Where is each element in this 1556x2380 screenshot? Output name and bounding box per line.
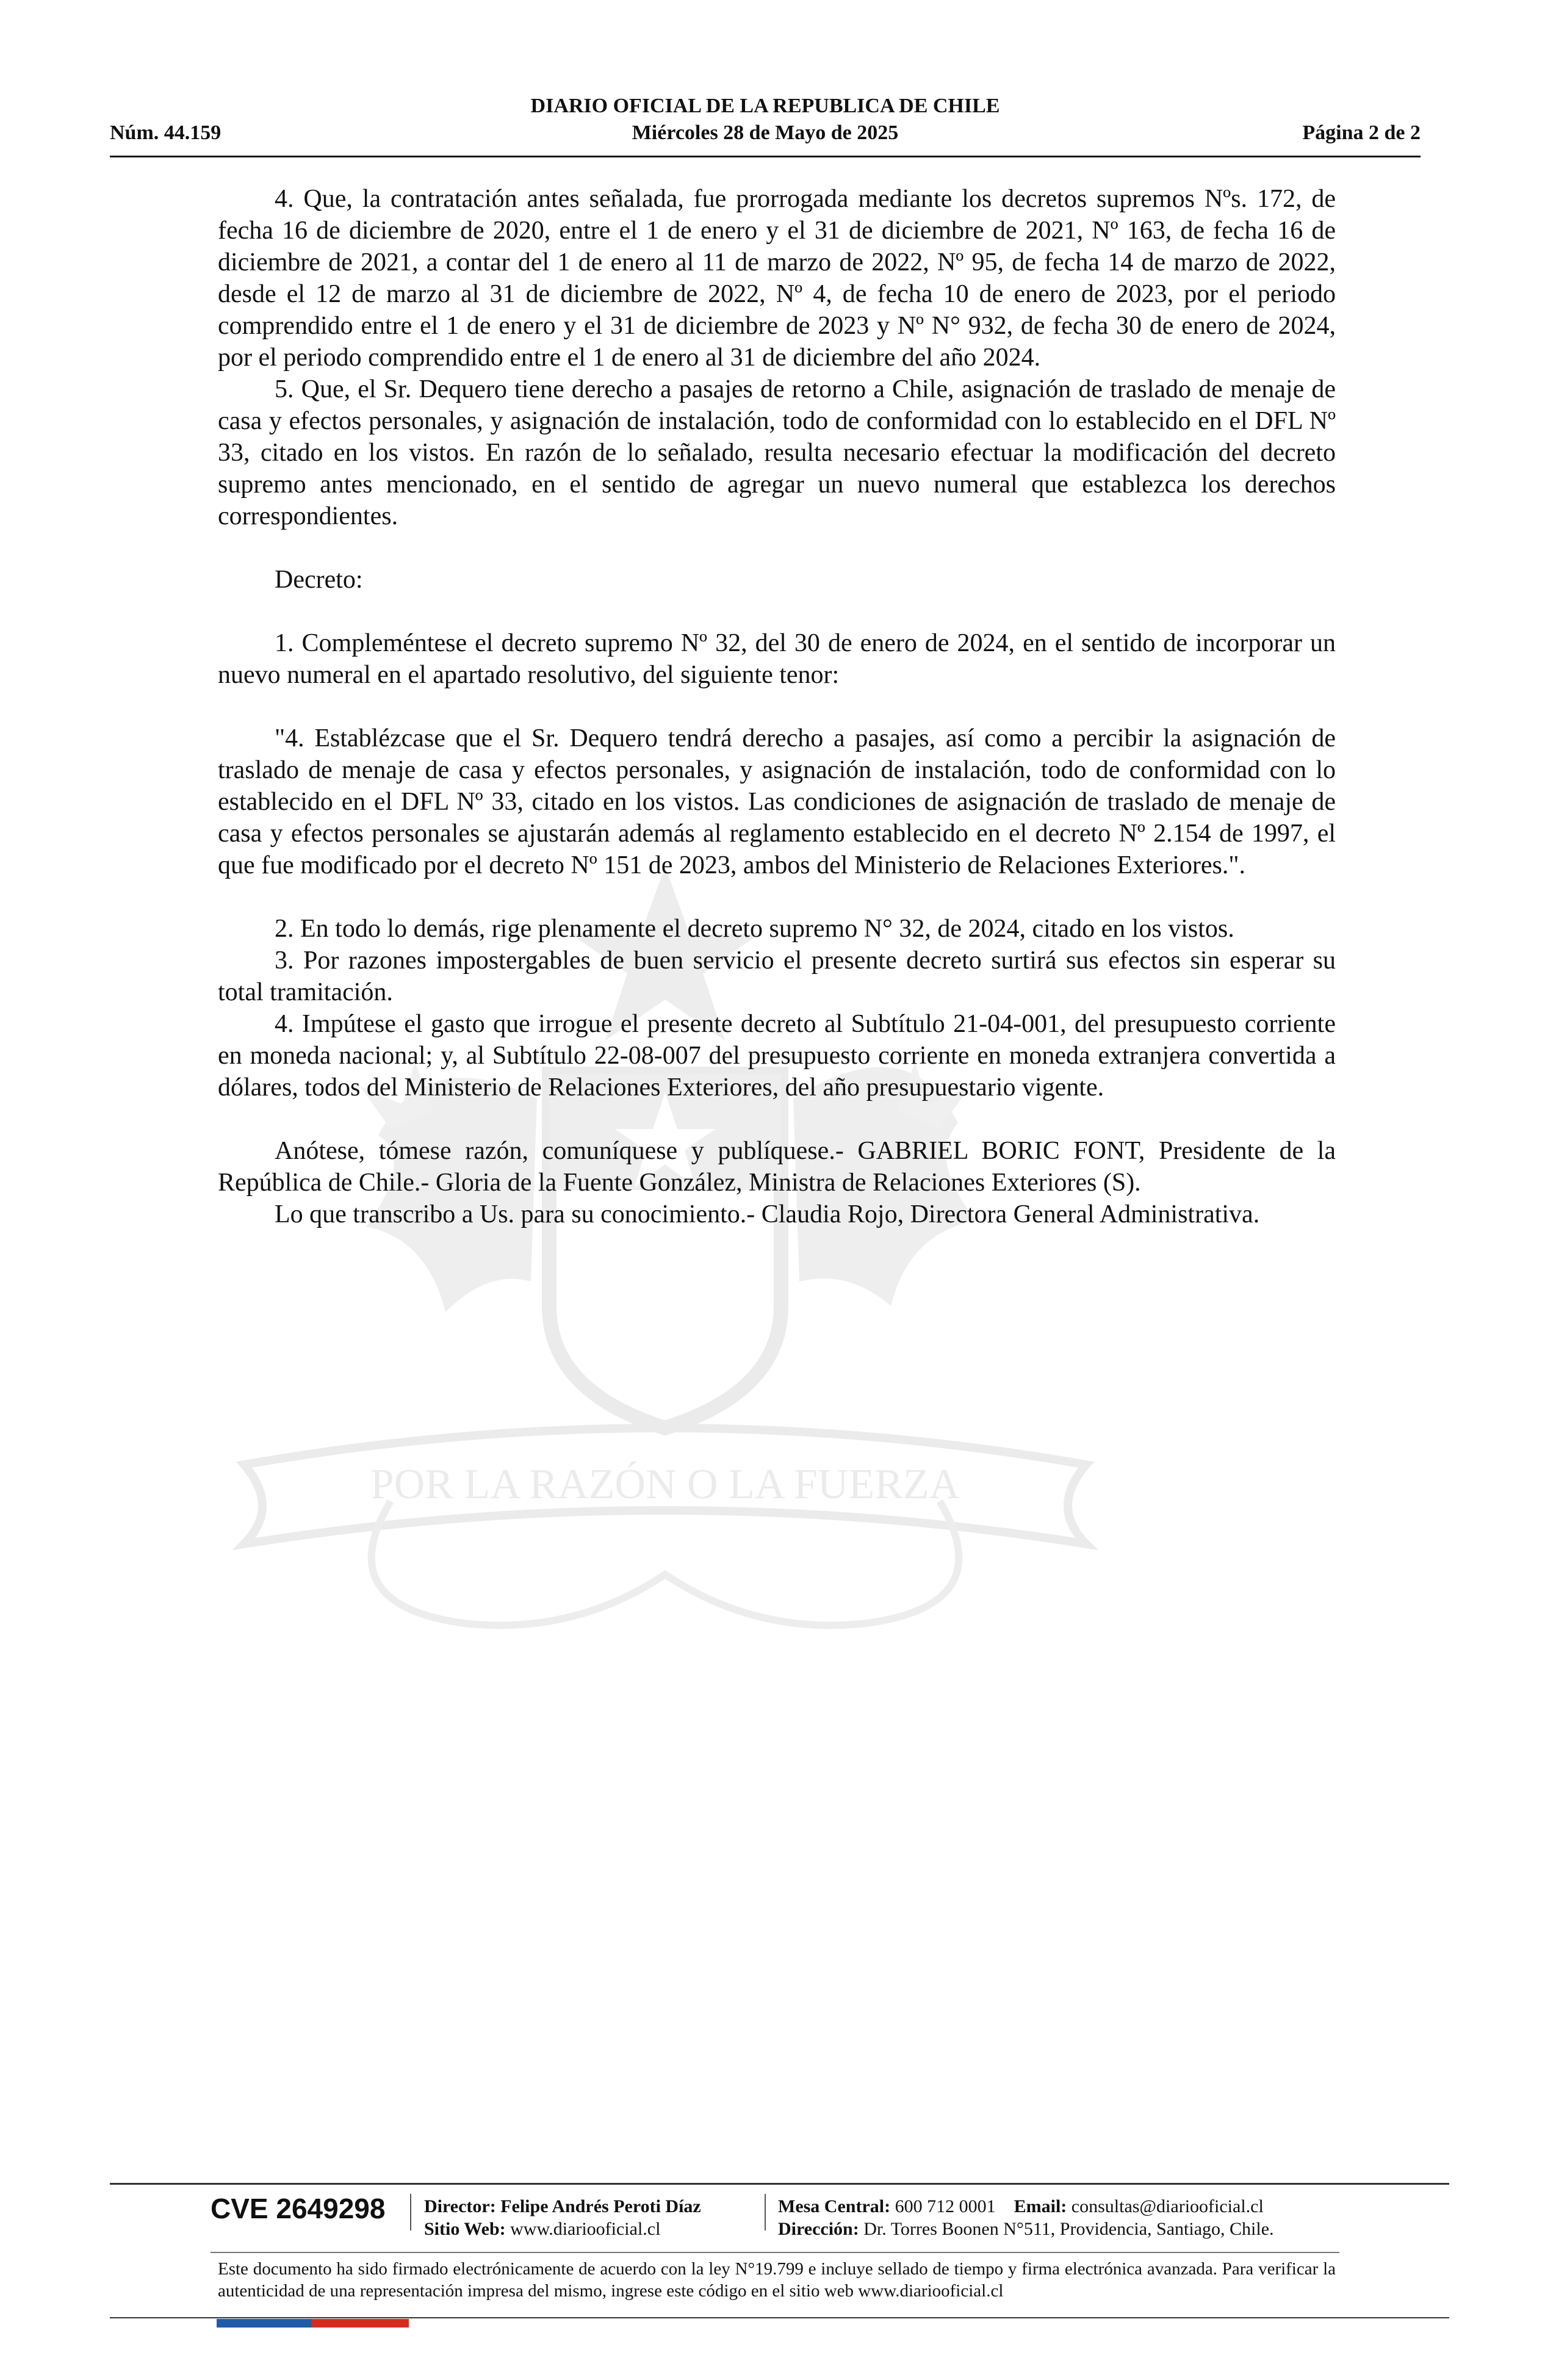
- phone-value: 600 712 0001: [895, 2196, 996, 2216]
- decreto-heading: Decreto:: [275, 566, 363, 594]
- director-label: Director: Felipe Andrés Peroti Díaz: [424, 2196, 701, 2216]
- phone-label: Mesa Central:: [778, 2196, 891, 2216]
- watermark-motto: POR LA RAZÓN O LA FUERZA: [370, 1461, 960, 1508]
- header-divider: [110, 156, 1421, 157]
- paragraph-considerando-5: 5. Que, el Sr. Dequero tiene derecho a pasajes de retorno a Chile, asignación de traslado de menaje de casa y efectos personales, y asignación de instalación, todo de conformidad con lo establecido en el DFL Nº 33, citado en los vistos. En razón de lo señalado, resulta necesario efectuar la modificación del decreto supremo antes mencionado, en el sentido de agregar un nuevo numeral que establezca los derechos correspondientes.: [218, 375, 1336, 530]
- paragraph-article-2: 2. En todo lo demás, rige plenamente el decreto supremo N° 32, de 2024, citado en los vistos.: [275, 915, 1234, 943]
- footer-divider-bottom: [110, 2317, 1449, 2318]
- paragraph-considerando-4: 4. Que, la contratación antes señalada, fue prorrogada mediante los decretos supremos Nºs. 172, de fecha 16 de diciembre de 2020, entre el 1 de enero y el 31 de diciembre de 2021, Nº 163, de fecha 16 de diciembre de 2021, a contar del 1 de enero al 11 de marzo de 2022, Nº 95, de fecha 14 de marzo de 2022, desde el 12 de marzo al 31 de diciembre de 2022, Nº 4, de fecha 10 de enero de 2023, por el periodo comprendido entre el 1 de enero y el 31 de diciembre de 2023 y Nº N° 932, de fecha 30 de enero de 2024, por el periodo comprendido entre el 1 de enero al 31 de diciembre del año 2024.: [218, 185, 1336, 372]
- footer-divider-top: [110, 2183, 1449, 2185]
- paragraph-article-1: 1. Compleméntese el decreto supremo Nº 32, del 30 de enero de 2024, en el sentido de incorporar un nuevo numeral en el apartado resolutivo, del siguiente tenor:: [218, 629, 1336, 689]
- document-body: [218, 183, 1336, 1230]
- paragraph-quoted-numeral-4: "4. Establézcase que el Sr. Dequero tendrá derecho a pasajes, así como a percibir la asignación de traslado de menaje de casa y efectos personales, y asignación de instalación, todo de conformidad con lo establecido en el DFL Nº 33, citado en los vistos. Las condiciones de asignación de traslado de menaje de casa y efectos personales se ajustarán además al reglamento establecido en el decreto Nº 2.154 de 1997, el que fue modificado por el decreto Nº 151 de 2023, ambos del Ministerio de Relaciones Exteriores.".: [218, 724, 1336, 879]
- paragraph-signatures: Anótese, tómese razón, comuníquese y publíquese.- GABRIEL BORIC FONT, Presidente de la República de Chile.- Gloria de la Fuente González, Ministra de Relaciones Exteriores (S).: [218, 1137, 1336, 1197]
- flag-stripe-blue: [217, 2319, 311, 2328]
- address-value: Dr. Torres Boonen N°511, Providencia, Santiago, Chile.: [863, 2219, 1274, 2239]
- issue-date: Miércoles 28 de Mayo de 2025: [632, 121, 899, 144]
- footer-separator: [765, 2194, 766, 2230]
- cve-code: CVE 2649298: [211, 2193, 386, 2224]
- newspaper-title: DIARIO OFICIAL DE LA REPUBLICA DE CHILE: [530, 95, 1000, 117]
- address-label: Dirección:: [778, 2219, 859, 2239]
- footer-separator: [410, 2194, 411, 2230]
- website-label: Sitio Web:: [424, 2219, 506, 2239]
- email-link[interactable]: consultas@diariooficial.cl: [1071, 2196, 1264, 2216]
- legal-notice: Este documento ha sido firmado electrónicamente de acuerdo con la ley N°19.799 e incluye sellado de tiempo y firma electrónica avanzada. Para verificar la autenticidad de una representación impresa del mismo, ingrese este código en el sitio web www.diariooficial.cl: [218, 2259, 1336, 2301]
- page-indicator: Página 2 de 2: [1302, 121, 1421, 144]
- email-label: Email:: [1014, 2196, 1067, 2216]
- issue-number: Núm. 44.159: [110, 121, 222, 144]
- paragraph-transcription: Lo que transcribo a Us. para su conocimiento.- Claudia Rojo, Directora General Administrativa.: [275, 1200, 1260, 1228]
- paragraph-article-4: 4. Impútese el gasto que irrogue el presente decreto al Subtítulo 21-04-001, del presupuesto corriente en moneda nacional; y, al Subtítulo 22-08-007 del presupuesto corriente en moneda extranjera convertida a dólares, todos del Ministerio de Relaciones Exteriores, del año presupuestario vigente.: [218, 1010, 1336, 1102]
- footer-contact-info: [778, 2195, 1274, 2240]
- flag-stripe-red: [311, 2319, 409, 2328]
- paragraph-article-3: 3. Por razones impostergables de buen servicio el presente decreto surtirá sus efectos sin esperar su total tramitación.: [218, 947, 1336, 1006]
- footer-editorial-info: [424, 2195, 701, 2240]
- website-link[interactable]: www.diariooficial.cl: [510, 2219, 661, 2239]
- footer-divider-mid: [211, 2252, 1339, 2253]
- page-header: [110, 95, 1421, 159]
